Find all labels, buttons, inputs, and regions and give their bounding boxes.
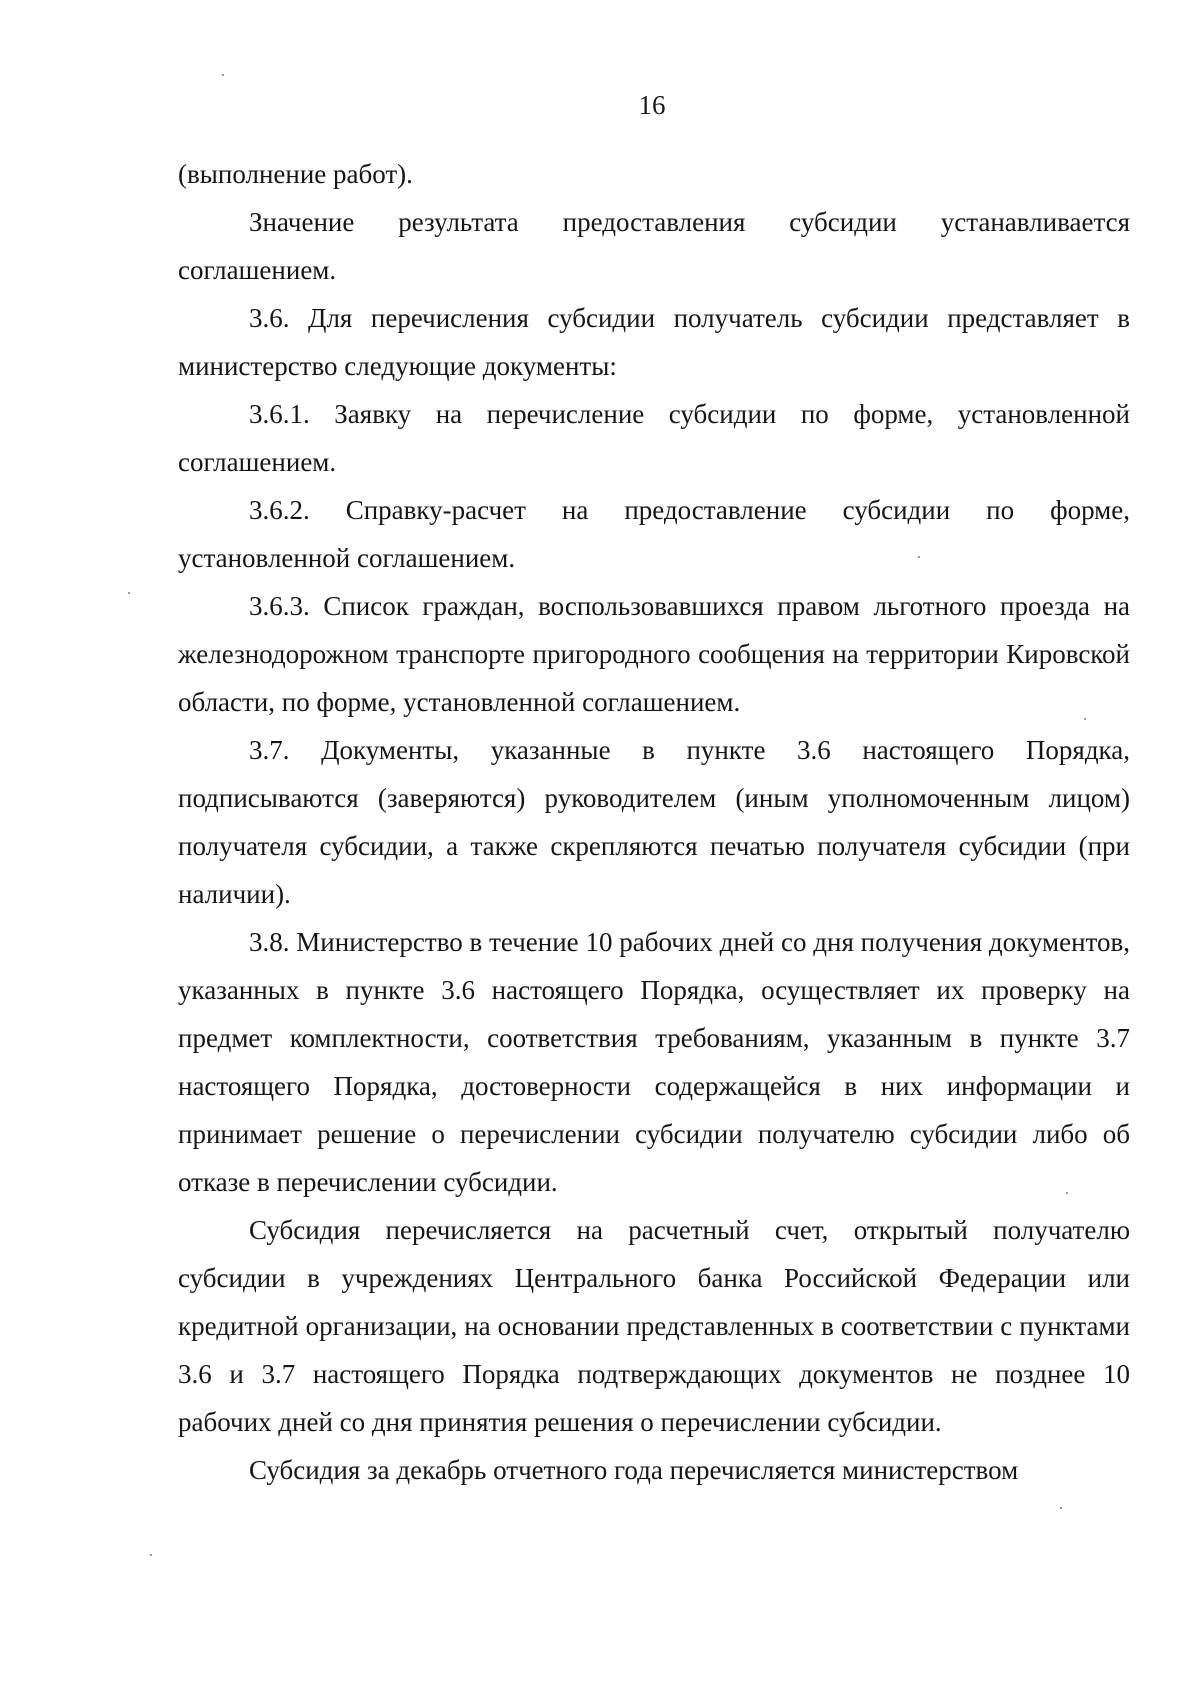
scan-speck xyxy=(128,592,130,594)
scan-speck xyxy=(1066,1192,1068,1194)
scan-speck xyxy=(1060,1507,1062,1509)
paragraph-3-8: 3.8. Министерство в течение 10 рабочих дней со дня получения документов, указанных в пункте 3.6 настоящего Порядка, осуществляет их проверку на предмет комплектности, соответствия требованиям, указанным в пункте 3.7 настоящего Порядка, достоверности содержащейся в них информации и принимает решение о перечислении субсидии получателю субсидии либо об отказе в перечислении субсидии. xyxy=(178,927,1130,1197)
paragraph-december-subsidy: Субсидия за декабрь отчетного года перечисляется министерством xyxy=(249,1455,1019,1485)
paragraph-continuation: (выполнение работ). xyxy=(178,159,413,189)
body-text xyxy=(178,150,1130,1494)
scan-speck xyxy=(150,1554,152,1556)
paragraph-3-6: 3.6. Для перечисления субсидии получатель субсидии представляет в министерство следующие документы: xyxy=(178,303,1130,381)
paragraph-3-7: 3.7. Документы, указанные в пункте 3.6 настоящего Порядка, подписываются (заверяются) руководителем (иным уполномоченным лицом) получателя субсидии, а также скрепляются печатью получателя субсидии (при наличии). xyxy=(178,735,1130,909)
page-number: 16 xyxy=(638,90,666,120)
scan-speck xyxy=(1084,718,1086,720)
paragraph-3-6-1: 3.6.1. Заявку на перечисление субсидии по форме, установленной соглашением. xyxy=(178,399,1130,477)
paragraph-3-6-3: 3.6.3. Список граждан, воспользовавшихся правом льготного проезда на железнодорожном транспорте пригородного сообщения на территории Кировской области, по форме, установленной соглашением. xyxy=(178,591,1130,717)
scan-speck xyxy=(222,74,224,76)
paragraph-subsidy-transfer: Субсидия перечисляется на расчетный счет, открытый получателю субсидии в учреждениях Центрального банка Российской Федерации или кредитной организации, на основании представленных в соответствии с пунктами 3.6 и 3.7 настоящего Порядка подтверждающих документов не позднее 10 рабочих дней со дня принятия решения о перечислении субсидии. xyxy=(178,1215,1130,1437)
paragraph-3-6-2: 3.6.2. Справку-расчет на предоставление субсидии по форме, установленной соглашением. xyxy=(178,495,1130,573)
scan-speck xyxy=(918,556,920,558)
paragraph-result-value: Значение результата предоставления субсидии устанавливается соглашением. xyxy=(178,207,1130,285)
